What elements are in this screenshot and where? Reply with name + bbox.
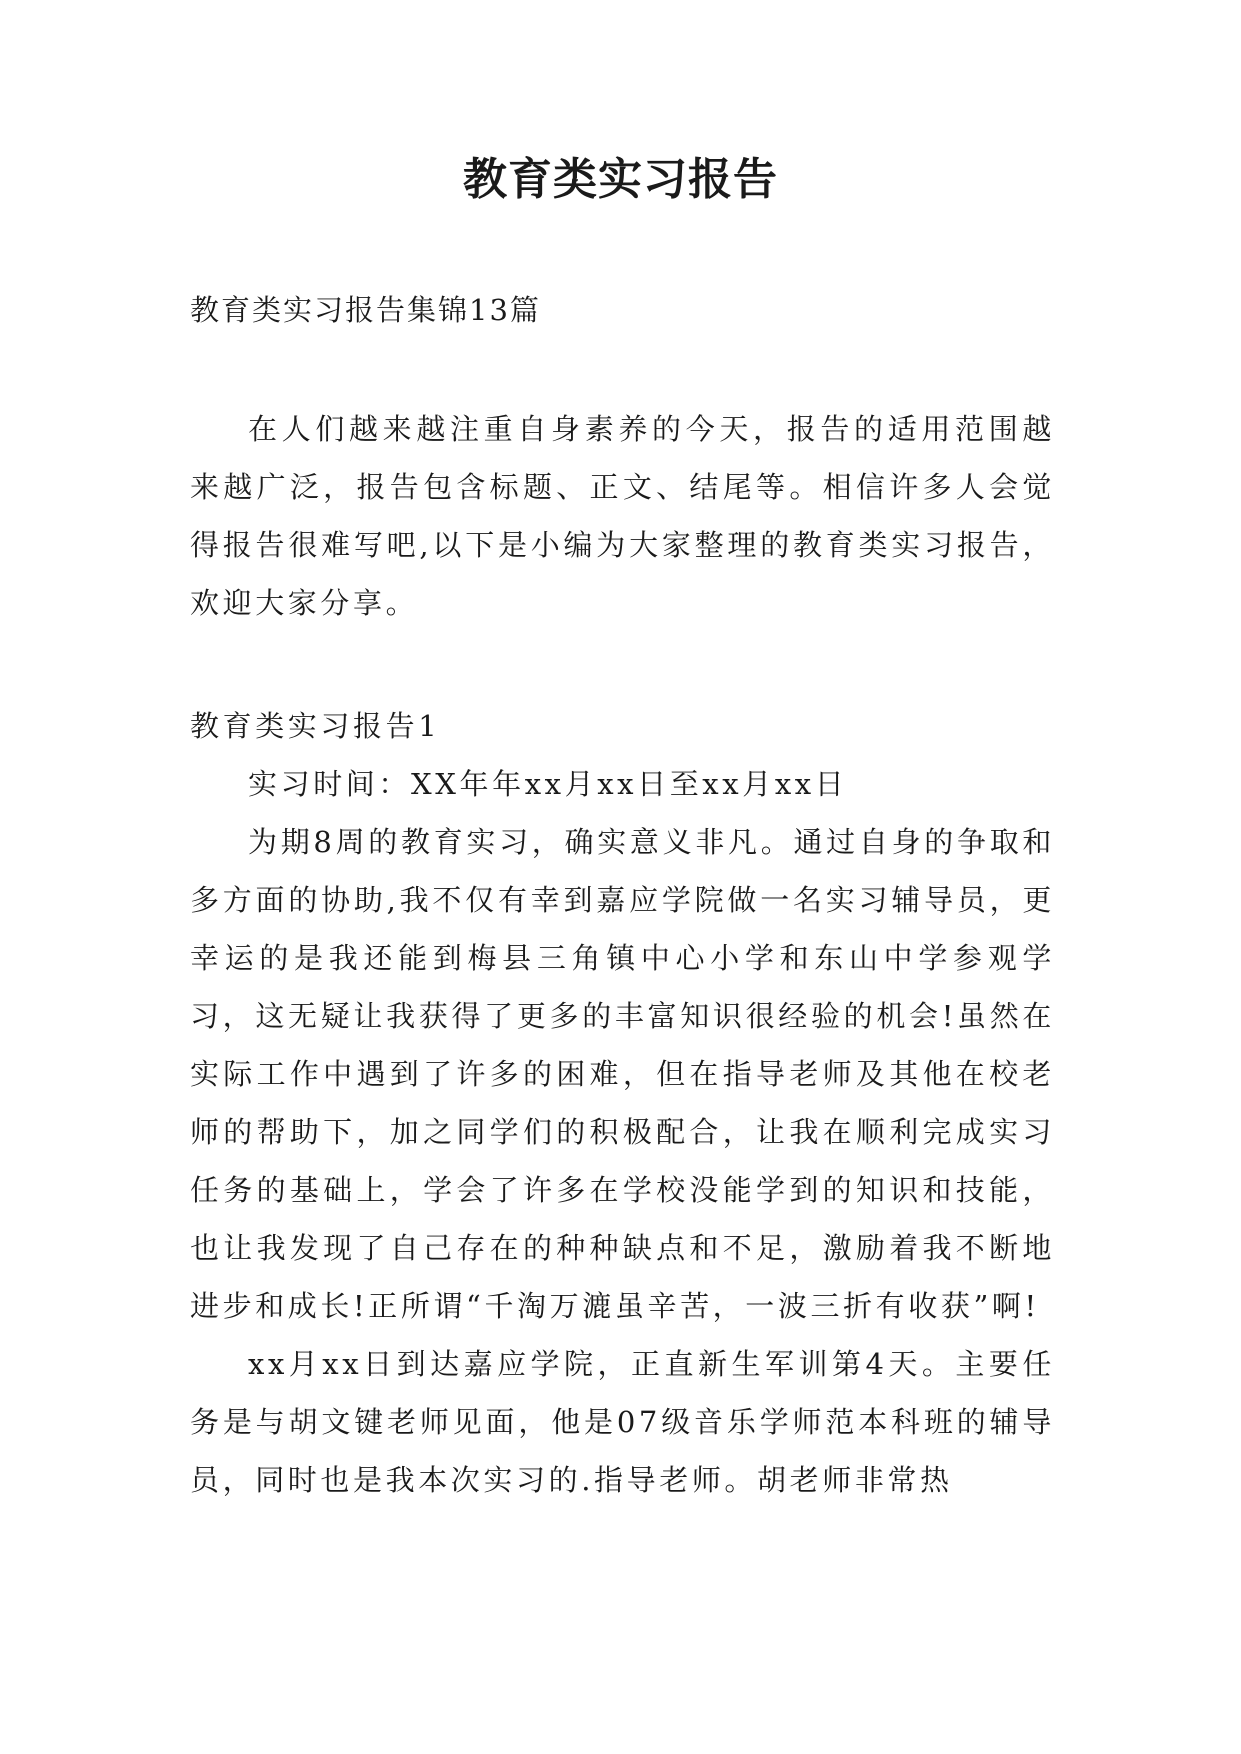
- intro-section: [190, 400, 1055, 632]
- report-section: [190, 697, 1055, 1509]
- body-paragraph-internship-time: 实习时间：XX年年xx月xx日至xx月xx日: [248, 767, 848, 801]
- body-paragraph-overview: 为期8周的教育实习，确实意义非凡。通过自身的争取和多方面的协助,我不仅有幸到嘉应学院做一名实习辅导员，更幸运的是我还能到梅县三角镇中心小学和东山中学参观学习，这无疑让我获得了更多的丰富知识很经验的机会!虽然在实际工作中遇到了许多的困难，但在指导老师及其他在校老师的帮助下，加之同学们的积极配合，让我在顺利完成实习任务的基础上，学会了许多在学校没能学到的知识和技能，也让我发现了自己存在的种种缺点和不足，激励着我不断地进步和成长!正所谓“千淘万漉虽辛苦，一波三折有收获”啊!: [190, 825, 1055, 1323]
- document-title: 教育类实习报告: [463, 154, 778, 205]
- section-heading: 教育类实习报告1: [190, 709, 441, 743]
- body-paragraph-arrival: xx月xx日到达嘉应学院，正直新生军训第4天。主要任务是与胡文键老师见面，他是07级音乐学师范本科班的辅导员，同时也是我本次实习的.指导老师。胡老师非常热: [190, 1347, 1055, 1497]
- intro-paragraph: 在人们越来越注重自身素养的今天，报告的适用范围越来越广泛，报告包含标题、正文、结尾等。相信许多人会觉得报告很难写吧,以下是小编为大家整理的教育类实习报告，欢迎大家分享。: [190, 412, 1055, 620]
- document-subtitle: 教育类实习报告集锦13篇: [190, 293, 541, 327]
